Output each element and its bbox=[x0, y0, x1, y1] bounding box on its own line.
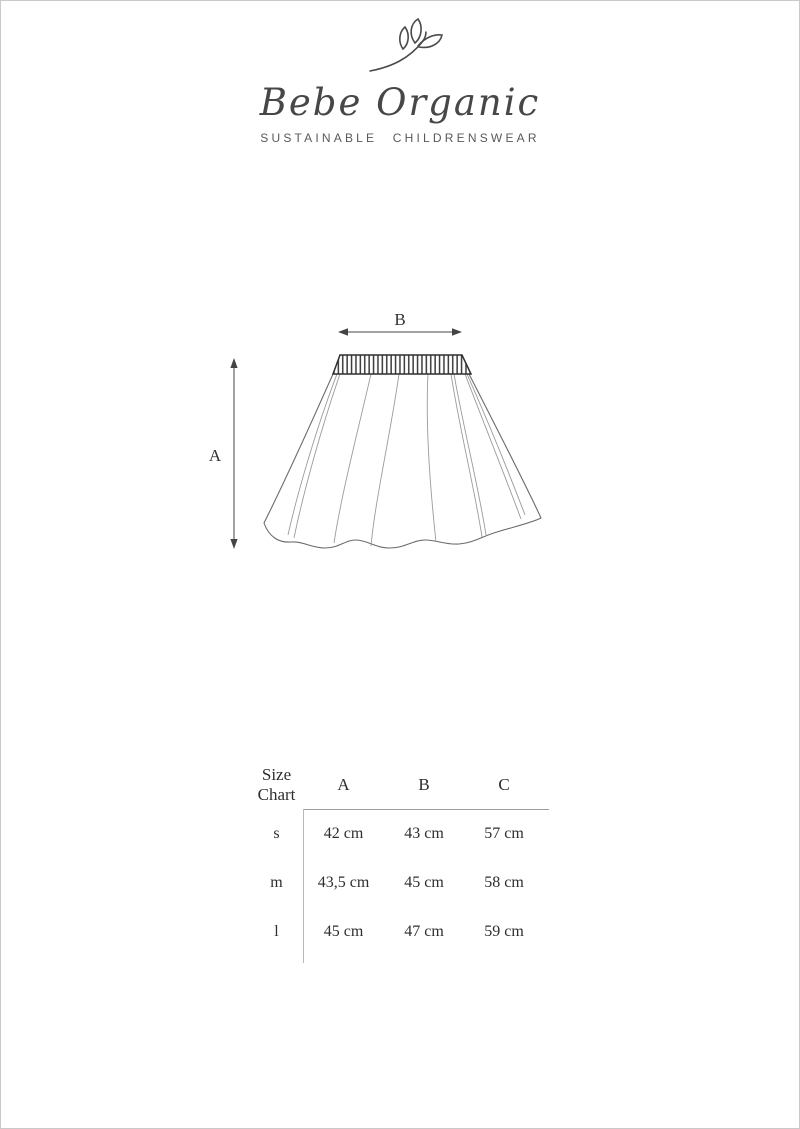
column-header-a: A bbox=[337, 775, 350, 794]
table-row-s bbox=[241, 809, 549, 858]
brand-tagline: SUSTAINABLE CHILDRENSWEAR bbox=[260, 131, 540, 145]
size-label: m bbox=[270, 873, 283, 891]
size-label: l bbox=[274, 922, 279, 940]
leaf-sprig-icon bbox=[365, 17, 445, 75]
measurement-arrow-a bbox=[230, 358, 237, 549]
sprig-stem bbox=[370, 32, 426, 71]
brand-header bbox=[1, 17, 799, 145]
skirt-body bbox=[264, 374, 541, 548]
brand-logo: Bebe Organic bbox=[259, 81, 541, 124]
table-row-m bbox=[241, 858, 549, 907]
cell-a: 42 cm bbox=[323, 824, 364, 842]
size-chart-header-row bbox=[241, 761, 549, 809]
cell-b: 45 cm bbox=[404, 873, 444, 891]
cell-b: 47 cm bbox=[404, 922, 444, 940]
sprig-leaf-top bbox=[411, 19, 421, 43]
cell-a: 45 cm bbox=[323, 922, 364, 940]
skirt-technical-drawing bbox=[191, 291, 561, 581]
sprig-leaf-right bbox=[418, 35, 442, 48]
skirt-waistband bbox=[333, 355, 471, 374]
measurement-label-a: A bbox=[208, 446, 222, 465]
size-chart bbox=[241, 761, 549, 956]
column-header-c: C bbox=[498, 775, 510, 794]
measurement-label-b: B bbox=[394, 310, 406, 329]
cell-b: 43 cm bbox=[404, 824, 444, 842]
column-header-b: B bbox=[418, 775, 430, 794]
measurement-arrow-b bbox=[338, 328, 462, 336]
cell-a: 43,5 cm bbox=[317, 873, 370, 891]
cell-c: 58 cm bbox=[484, 873, 524, 891]
size-label: s bbox=[273, 824, 280, 842]
table-divider-vertical bbox=[303, 809, 304, 963]
table-divider-horizontal bbox=[303, 809, 549, 810]
size-chart-title: Size Chart bbox=[257, 764, 296, 804]
cell-c: 59 cm bbox=[484, 922, 524, 940]
cell-c: 57 cm bbox=[484, 824, 524, 842]
table-row-l bbox=[241, 907, 549, 956]
sprig-leaf-left bbox=[400, 27, 408, 49]
